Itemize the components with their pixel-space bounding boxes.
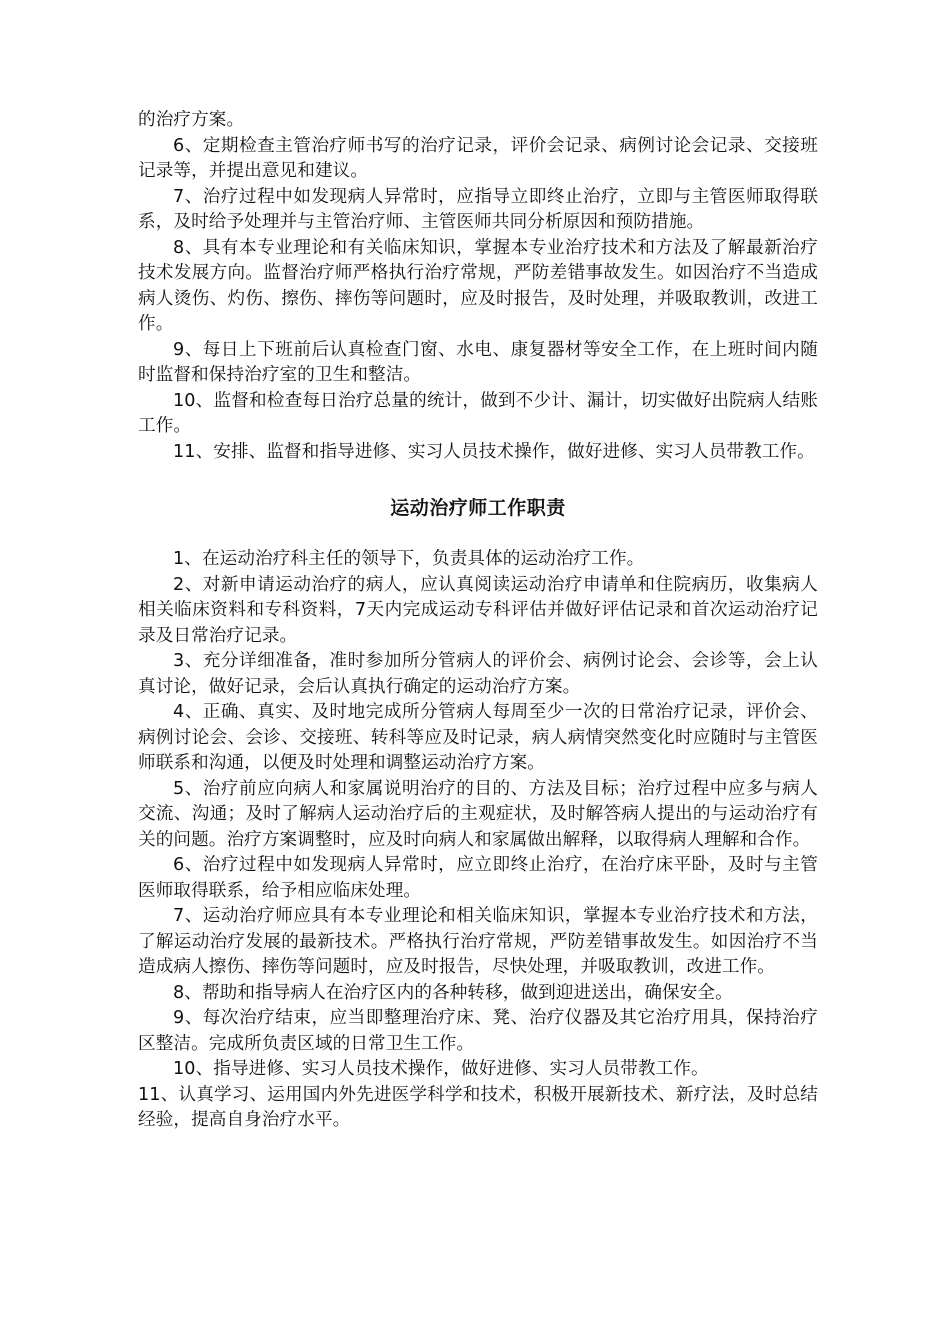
duty-item-9: 9、每次治疗结束，应当即整理治疗床、凳、治疗仪器及其它治疗用具，保持治疗区整洁。完成所负责区域的日常卫生工作。 bbox=[138, 1008, 818, 1054]
section-continued bbox=[138, 108, 818, 465]
duty-item-8: 8、帮助和指导病人在治疗区内的各种转移，做到迎进送出，确保安全。 bbox=[173, 982, 733, 1003]
section-duties bbox=[138, 547, 818, 1134]
duty-item-11: 11、认真学习、运用国内外先进医学科学和技术，积极开展新技术、新疗法，及时总结经验，提高自身治疗水平。 bbox=[138, 1084, 818, 1130]
duty-item-2: 2、对新申请运动治疗的病人，应认真阅读运动治疗申请单和住院病历，收集病人相关临床资料和专科资料，7天内完成运动专科评估并做好评估记录和首次运动治疗记录及日常治疗记录。 bbox=[138, 574, 818, 646]
paragraph-item-8: 8、具有本专业理论和有关临床知识，掌握本专业治疗技术和方法及了解最新治疗技术发展方向。监督治疗师严格执行治疗常规，严防差错事故发生。如因治疗不当造成病人烫伤、灼伤、擦伤、摔伤等问题时，应及时报告，及时处理，并吸取教训，改进工作。 bbox=[138, 237, 818, 334]
duty-item-1: 1、在运动治疗科主任的领导下，负责具体的运动治疗工作。 bbox=[173, 549, 645, 569]
duty-item-7: 7、运动治疗师应具有本专业理论和相关临床知识，掌握本专业治疗技术和方法，了解运动治疗发展的最新技术。严格执行治疗常规，严防差错事故发生。如因治疗不当造成病人擦伤、摔伤等问题时，应及时报告，尽快处理，并吸取教训，改进工作。 bbox=[138, 906, 818, 977]
paragraph-item-10: 10、监督和检查每日治疗总量的统计，做到不少计、漏计，切实做好出院病人结账工作。 bbox=[138, 390, 818, 436]
paragraph-item-9: 9、每日上下班前后认真检查门窗、水电、康复器材等安全工作，在上班时间内随时监督和保持治疗室的卫生和整洁。 bbox=[138, 339, 818, 385]
duty-item-6: 6、治疗过程中如发现病人异常时，应立即终止治疗，在治疗床平卧，及时与主管医师取得联系，给予相应临床处理。 bbox=[138, 855, 818, 901]
document-page bbox=[138, 108, 818, 1134]
paragraph-item-6: 6、定期检查主管治疗师书写的治疗记录，评价会记录、病例讨论会记录、交接班记录等，并提出意见和建议。 bbox=[138, 135, 818, 181]
duty-item-4: 4、正确、真实、及时地完成所分管病人每周至少一次的日常治疗记录，评价会、病例讨论会、会诊、交接班、转科等应及时记录，病人病情突然变化时应随时与主管医师联系和沟通，以便及时处理和调整运动治疗方案。 bbox=[138, 702, 818, 773]
paragraph-item-11: 11、安排、监督和指导进修、实习人员技术操作，做好进修、实习人员带教工作。 bbox=[173, 441, 815, 462]
paragraph-item-7: 7、治疗过程中如发现病人异常时，应指导立即终止治疗，立即与主管医师取得联系，及时给予处理并与主管治疗师、主管医师共同分析原因和预防措施。 bbox=[138, 186, 818, 232]
section-title: 运动治疗师工作职责 bbox=[390, 497, 566, 519]
duty-item-3: 3、充分详细准备，准时参加所分管病人的评价会、病例讨论会、会诊等，会上认真讨论，做好记录，会后认真执行确定的运动治疗方案。 bbox=[138, 651, 818, 697]
duty-item-10: 10、指导进修、实习人员技术操作，做好进修、实习人员带教工作。 bbox=[173, 1059, 709, 1079]
paragraph-continuation: 的治疗方案。 bbox=[138, 110, 245, 130]
duty-item-5: 5、治疗前应向病人和家属说明治疗的目的、方法及目标；治疗过程中应多与病人交流、沟通；及时了解病人运动治疗后的主观症状，及时解答病人提出的与运动治疗有关的问题。治疗方案调整时，应及时向病人和家属做出解释，以取得病人理解和合作。 bbox=[138, 778, 818, 850]
